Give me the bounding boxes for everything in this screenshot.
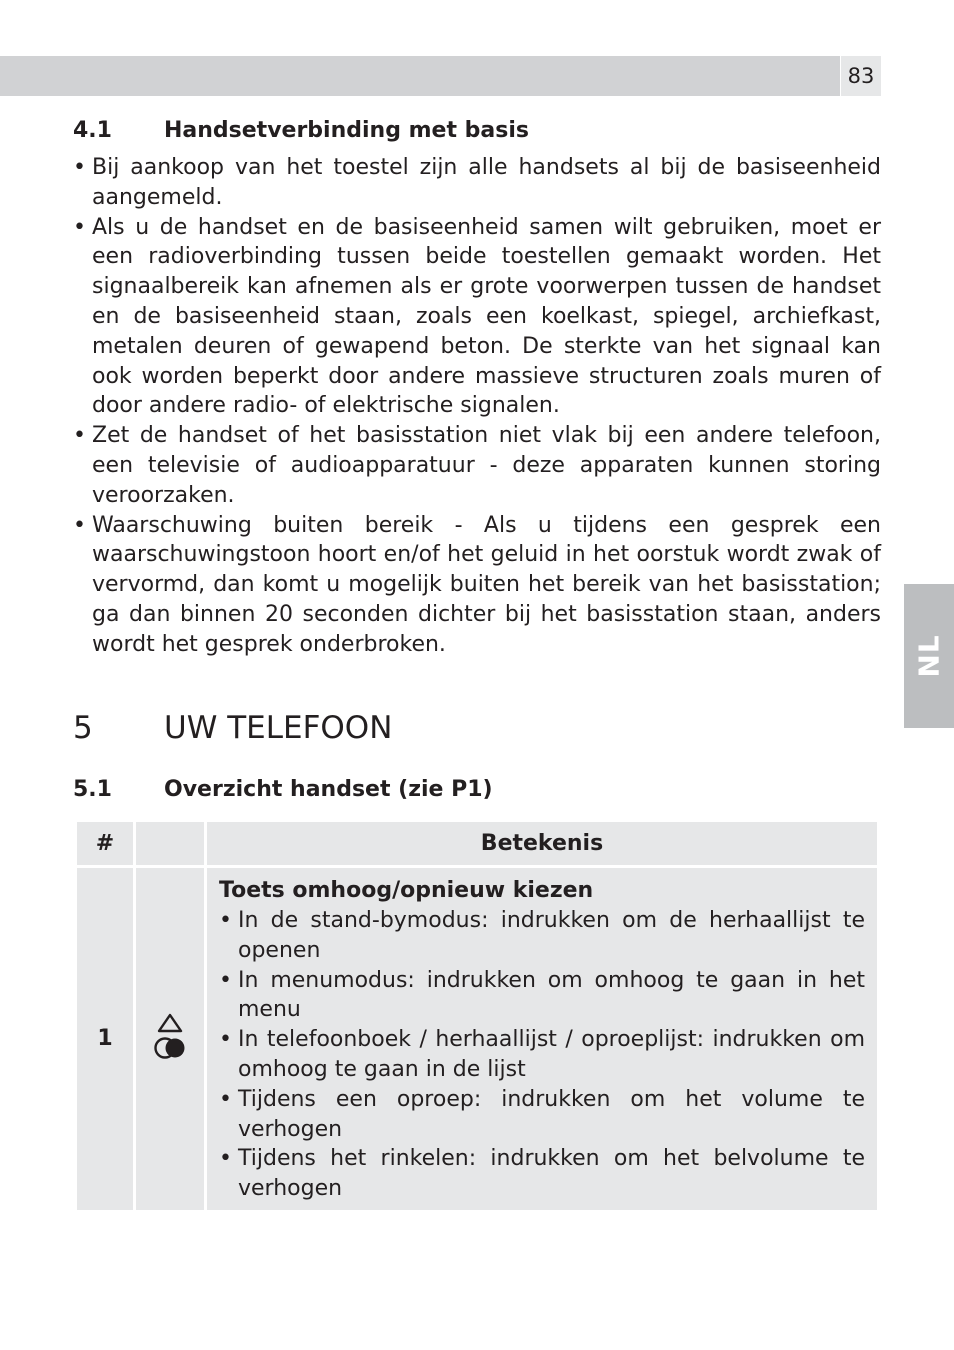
- bullet-item: • Waarschuwing buiten bereik - Als u tijdens een gesprek een waarschuwingstoon hoort en/of het geluid in het oorstuk wordt zwak of vervormd, dan komt u mogelijk buiten het bereik van het basisstation; ga dan binnen 20 seconden dichter bij het basisstation staan, anders wordt het gesprek onderbroken.: [73, 511, 881, 660]
- handset-overview-table: [74, 819, 880, 1213]
- key-title: Toets omhoog/opnieuw kiezen: [219, 878, 594, 903]
- chapter-5-title: UW TELEFOON: [164, 710, 393, 746]
- section-4-1-title: Handsetverbinding met basis: [164, 118, 529, 143]
- chapter-5-number: 5: [73, 710, 93, 746]
- list-item: • In telefoonboek / herhaallijst / oproeplijst: indrukken om omhoog te gaan in de lijst: [219, 1025, 865, 1085]
- language-tab-label: NL: [912, 634, 946, 678]
- up-redial-key-icon: [150, 1009, 190, 1065]
- list-item: • Tijdens een oproep: indrukken om het volume te verhogen: [219, 1085, 865, 1145]
- language-tab: [904, 584, 954, 728]
- section-4-1-bullet-list: [73, 153, 881, 660]
- header-hash: #: [77, 822, 133, 865]
- bullet-item: • Zet de handset of het basisstation niet vlak bij een andere telefoon, een televisie of audioapparatuur - deze apparaten kunnen storing veroorzaken.: [73, 421, 881, 510]
- section-4-1-number: 4.1: [73, 118, 112, 143]
- row-number: 1: [77, 868, 133, 1210]
- section-4-1-heading: [73, 118, 529, 143]
- row-meaning: [207, 868, 877, 1210]
- header-bar: [0, 56, 840, 96]
- header-meaning: Betekenis: [207, 822, 877, 865]
- table-row: [77, 868, 877, 1210]
- list-item: • In menumodus: indrukken om omhoog te gaan in het menu: [219, 966, 865, 1026]
- bullet-item: • Als u de handset en de basiseenheid samen wilt gebruiken, moet er een radioverbinding tussen beide toestellen gemaakt worden. Het signaalbereik kan afnemen als er grote voorwerpen tussen de handset en de basiseenheid staan, zoals een koelkast, spiegel, archiefkast, metalen deuren of gewapend beton. De sterkte van het signaal kan ook worden beperkt door andere massieve structuren zoals muren of door andere radio- of elektrische signalen.: [73, 213, 881, 422]
- section-5-1-title: Overzicht handset (zie P1): [164, 777, 493, 802]
- list-item: • Tijdens het rinkelen: indrukken om het belvolume te verhogen: [219, 1144, 865, 1204]
- chapter-5-heading: [73, 710, 392, 746]
- key-bullet-list: [219, 906, 865, 1204]
- list-item: • In de stand-bymodus: indrukken om de herhaallijst te openen: [219, 906, 865, 966]
- section-5-1-number: 5.1: [73, 777, 112, 802]
- header-icon: [136, 822, 204, 865]
- section-5-1-heading: [73, 777, 493, 802]
- table-header-row: [77, 822, 877, 865]
- row-icon-cell: [136, 868, 204, 1210]
- bullet-item: • Bij aankoop van het toestel zijn alle handsets al bij de basiseenheid aangemeld.: [73, 153, 881, 213]
- page-number: 83: [841, 56, 881, 96]
